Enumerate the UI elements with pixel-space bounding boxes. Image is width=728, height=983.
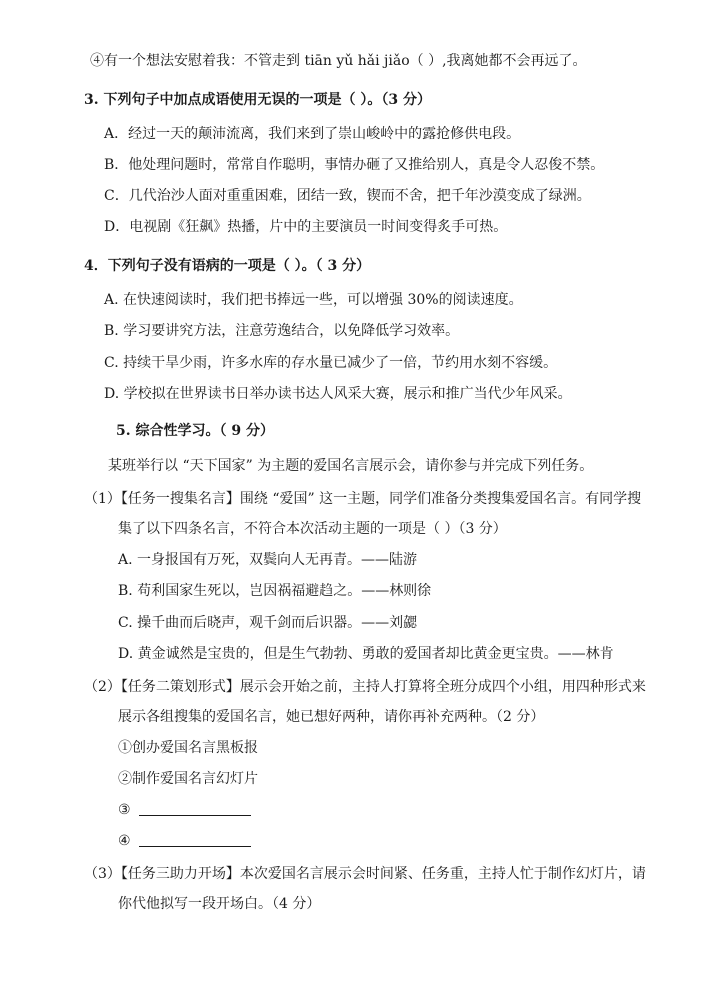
task-2-item-4-number: ④ [118, 833, 131, 849]
task-2-line-2: 展示各组搜集的爱国名言，她已想好两种，请你再补充两种。（2 分） [118, 709, 545, 725]
question-5-intro: 某班举行以 “天下国家” 为主题的爱国名言展示会，请你参与并完成下列任务。 [108, 458, 594, 474]
task-2-item-3-number: ③ [118, 802, 131, 818]
task-1-option-c: C. 操千曲而后晓声，观千剑而后识器。——刘勰 [118, 615, 418, 631]
task-1-option-b: B. 苟利国家生死以，岂因祸福避趋之。——林则徐 [118, 583, 432, 599]
question-3-stem: 3. 下列句子中加点成语使用无误的一项是（ ）。（3 分） [84, 92, 431, 108]
task-2-item-1: ①创办爱国名言黑板报 [118, 740, 258, 756]
question-4-option-a: A. 在快速阅读时，我们把书捧远一些，可以增强 30%的阅读速度。 [104, 292, 523, 308]
task-2-line-1: （2）【任务二策划形式】展示会开始之前，主持人打算将全班分成四个小组，用四种形式来 [84, 679, 646, 695]
task-1-option-d: D. 黄金诚然是宝贵的，但是生气勃勃、勇敢的爱国者却比黄金更宝贵。——林肯 [118, 646, 614, 662]
question-4-stem: 4．下列句子没有语病的一项是（ ）。（ 3 分） [84, 258, 371, 274]
task-2-item-2: ②制作爱国名言幻灯片 [118, 771, 258, 787]
task-3-line-1: （3）【任务三助力开场】本次爱国名言展示会时间紧、任务重，主持人忙于制作幻灯片，请 [84, 866, 646, 882]
question-3-option-d: D．电视剧《狂飙》热播，片中的主要演员一时间变得炙手可热。 [104, 219, 508, 235]
task-1-line-1: （1）【任务一搜集名言】围绕 “爱国” 这一主题，同学们准备分类搜集爱国名言。有同学搜 [84, 491, 642, 507]
q2-option-4: ④有一个想法安慰着我：不管走到 tiān yǔ hǎi jiǎo（ ）,我离她都不会再远了。 [90, 53, 587, 69]
task-2-item-4 [118, 831, 251, 851]
task-1-option-a: A. 一身报国有万死，双鬓向人无再青。——陆游 [118, 552, 418, 568]
task-3-line-2: 你代他拟写一段开场白。（4 分） [118, 896, 321, 912]
answer-blank-4[interactable] [139, 832, 251, 847]
task-2-item-3 [118, 800, 251, 820]
task-1-line-2: 集了以下四条名言，不符合本次活动主题的一项是（ ）（3 分） [118, 521, 507, 537]
answer-blank-3[interactable] [139, 801, 251, 816]
question-3-option-c: C．几代治沙人面对重重困难，团结一致，锲而不舍，把千年沙漠变成了绿洲。 [104, 188, 591, 204]
question-4-option-c: C. 持续干旱少雨，许多水库的存水量已减少了一倍，节约用水刻不容缓。 [104, 355, 558, 371]
question-3-option-a: A．经过一天的颠沛流离，我们来到了崇山峻岭中的露抢修供电段。 [104, 126, 521, 142]
question-3-option-b: B．他处理问题时，常常自作聪明，事情办砸了又推给别人，真是令人忍俊不禁。 [104, 157, 605, 173]
question-5-title: 5. 综合性学习。（ 9 分） [116, 423, 274, 439]
question-4-option-d: D. 学校拟在世界读书日举办读书达人风采大赛，展示和推广当代少年风采。 [104, 386, 572, 402]
question-4-option-b: B. 学习要讲究方法，注意劳逸结合，以免降低学习效率。 [104, 323, 460, 339]
